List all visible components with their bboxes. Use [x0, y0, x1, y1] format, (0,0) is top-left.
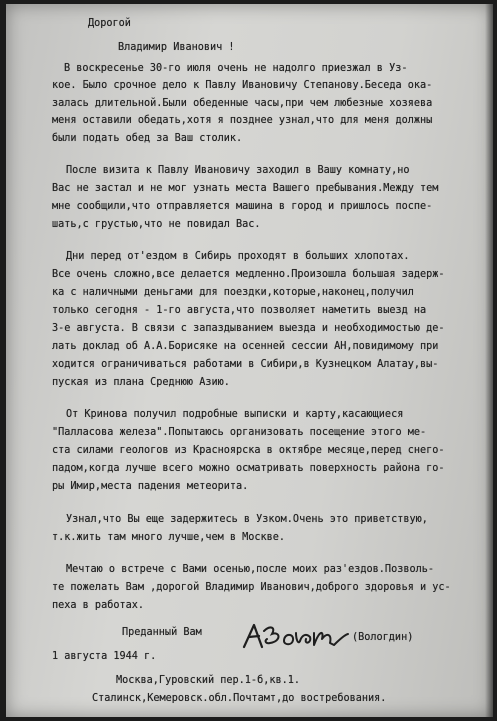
paragraph-4-line: От Кринова получил подробные выписки и карту,касающиеся [66, 409, 404, 420]
paragraph-1-line: были подать обед за Ваш столик. [52, 133, 243, 144]
paragraph-2-line: После визита к Павлу Ивановичу заходил в Вашу комнату,но [66, 165, 410, 176]
paragraph-3-line: пуская из плана Среднюю Азию. [52, 377, 230, 388]
closing-text: Преданный Вам [122, 627, 202, 638]
paragraph-6-line: те пожелать Вам ,дорогой Владимир Иванович,доброго здоровья и ус- [52, 582, 451, 593]
salutation-line-2: Владимир Иванович ! [118, 42, 235, 53]
paragraph-2-line: шать,с грустью,что не повидал Вас. [52, 219, 261, 230]
paragraph-3-line: Дни перед от'ездом в Сибирь проходят в больших хлопотах. [66, 251, 410, 262]
scan-shadow-edge [485, 4, 493, 717]
salutation-line-1: Дорогой [88, 18, 131, 29]
address-line-2: Сталинск,Кемеровск.обл.Почтамт,до востребования. [92, 693, 387, 704]
paragraph-4-line: падом,когда лучше всего можно осматривать поверхность района го- [52, 463, 445, 474]
paragraph-2-line: Вас не застал и не мог узнать места Вашего пребывания.Между тем [52, 183, 439, 194]
paragraph-6-line: пеха в работах. [52, 600, 145, 611]
paragraph-1-line: В воскресенье 30-го июля очень не надолго приезжал в Уз- [64, 63, 408, 74]
paragraph-1-line: меня оставили обедать,хотя я позднее узнал,что для меня должны [52, 115, 433, 126]
paragraph-5-line: т.к.жить там много лучше,чем в Москве. [52, 532, 286, 543]
paragraph-3-line: ка с наличными деньгами для поездки,которые,наконец,получил [52, 287, 414, 298]
paragraph-3-line: ходится ограничиваться работами в Сибири,в Кузнецком Алатау,вы- [52, 359, 439, 370]
paragraph-3-line: Все очень сложно,все делается медленно.Произошла большая задерж- [52, 269, 445, 280]
paragraph-3-line: 3-е августа. В связи с запаздыванием выезда и необходимостью де- [52, 323, 445, 334]
letter-date: 1 августа 1944 г. [52, 651, 157, 662]
paragraph-6-line: Мечтаю о встрече с Вами осенью,после моих раз'ездов.Позволь- [66, 564, 435, 575]
paragraph-5-line: Узнал,что Вы еще задержитесь в Узком.Очень это приветствую, [66, 514, 428, 525]
paragraph-4-line: ры Имир,места падения метеорита. [52, 481, 249, 492]
paragraph-1-line: кое. Было срочное дело к Павлу Ивановичу Степанову.Беседа ока- [52, 80, 433, 91]
paragraph-3-line: лать доклад об А.А.Борисяке на осенней сессии АН,повидимому при [52, 341, 439, 352]
signature-name: (Вологдин) [352, 632, 414, 643]
paragraph-4-line: "Палласова железа".Попытаюсь организовать посещение этого ме- [52, 427, 427, 438]
letter-page [6, 4, 493, 717]
paragraph-1-line: залась длительной.Были обеденные часы,при чем любезные хозяева [52, 98, 433, 109]
paragraph-4-line: ста силами геологов из Красноярска в октябре месяце,перед снего- [52, 445, 445, 456]
paragraph-2-line: мне сообщили,что отправляется машина в город и пришлось поспе- [52, 201, 433, 212]
handwritten-signature [240, 621, 352, 651]
paragraph-3-line: только сегодня - 1-го августа,что позволяет наметить выезд на [52, 305, 427, 316]
address-line-1: Москва,Гуровский пер.1-б,кв.1. [116, 675, 301, 686]
